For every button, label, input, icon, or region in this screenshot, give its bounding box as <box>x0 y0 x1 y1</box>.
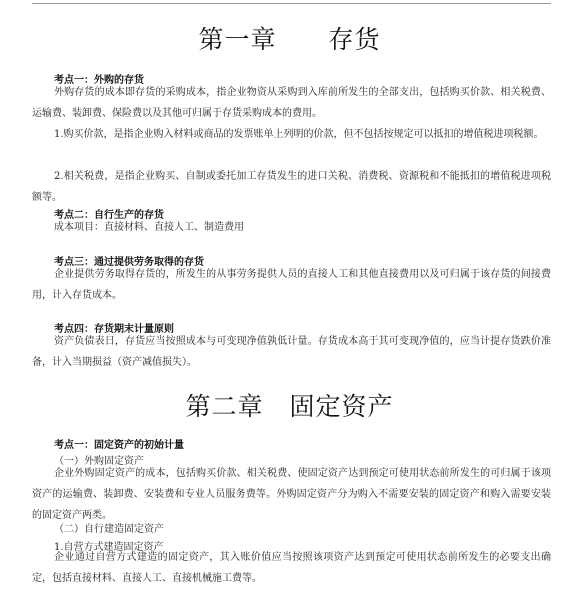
chapter-2-title: 第二章 固定资产 <box>185 392 394 421</box>
point-1-para-2: 1.购买价款，是指企业购入材料或商品的发票账单上列明的价款，但不包括按规定可以抵扣的增值税进项税额。 <box>54 129 544 140</box>
ch2-subheading-3: 1.自营方式建造固定资产 <box>54 542 164 553</box>
point-4-para-1: 资产负债表日，存货应当按照成本与可变现净值孰低计量。存货成本高于其可变现净值的，应当计提存货跌价准备，计入当期损益（资产减值损失）。 <box>32 336 551 368</box>
ch2-subheading-1: （一）外购固定资产 <box>54 456 144 467</box>
ch2-para-2: 企业通过自营方式建造的固定资产，其入账价值应当按照该项资产达到预定可使用状态前所发生的必要支出确定，包括直接材料、直接人工、直接机械施工费等。 <box>32 552 551 584</box>
point-2-para-1: 成本项目：直接材料、直接人工、制造费用 <box>54 222 244 233</box>
ch2-point-1-title: 考点一：固定资产的初始计量 <box>54 440 184 451</box>
ch2-para-1: 企业外购固定资产的成本，包括购买价款、相关税费、使固定资产达到预定可使用状态前所发生的可归属于该项资产的运输费、装卸费、安装费和专业人员服务费等。外购固定资产分为购入不需要安装的固定资产和购入需要安装的固定资产两类。 <box>32 468 551 521</box>
top-rule <box>32 3 551 4</box>
point-1-para-3: 2.相关税费，是指企业购买、自制或委托加工存货发生的进口关税、消费税、资源税和不能抵扣的增值税进项税额等。 <box>32 171 551 203</box>
point-3-para-1: 企业提供劳务取得存货的，所发生的从事劳务提供人员的直接人工和其他直接费用以及可归属于该存货的间接费用，计入存货成本。 <box>32 269 551 301</box>
point-4-title: 考点四：存货期末计量原则 <box>54 324 174 335</box>
point-3-title: 考点三：通过提供劳务取得的存货 <box>54 257 204 268</box>
point-2-title: 考点二：自行生产的存货 <box>54 210 164 221</box>
ch2-subheading-2: （二）自行建造固定资产 <box>54 524 164 535</box>
point-1-para-1: 外购存货的成本即存货的采购成本，指企业物资从采购到入库前所发生的全部支出，包括购买价款、相关税费、运输费、装卸费、保险费以及其他可归属于存货采购成本的费用。 <box>32 87 551 119</box>
point-1-title: 考点一：外购的存货 <box>54 75 144 86</box>
chapter-1-title: 第一章 存货 <box>198 25 381 54</box>
